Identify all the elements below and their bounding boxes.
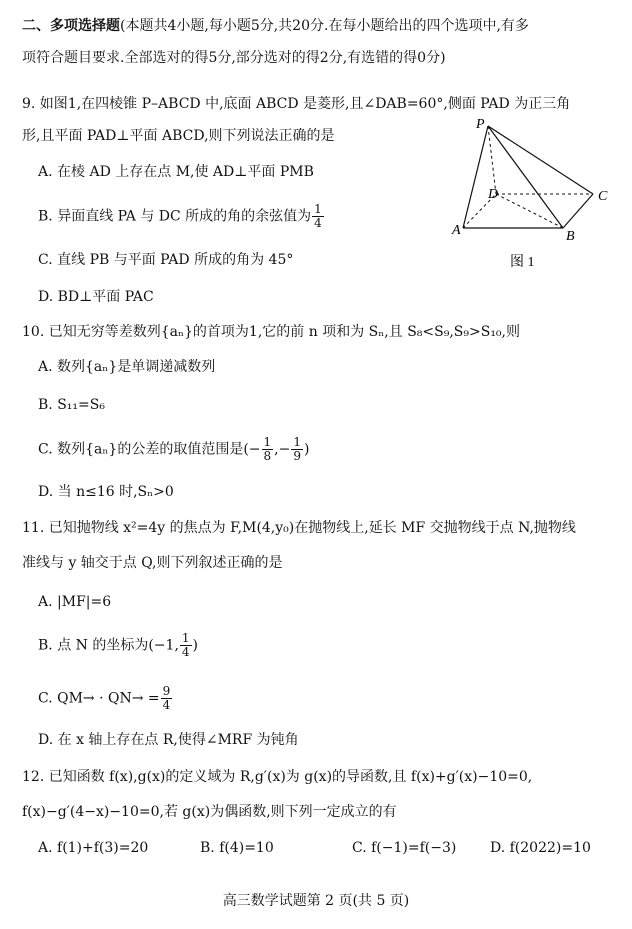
q9-option-a: A. 在棱 AD 上存在点 M,使 AD⊥平面 PMB xyxy=(38,164,314,180)
q11-option-d: D. 在 x 轴上存在点 R,使得∠MRF 为钝角 xyxy=(38,732,299,748)
section-title: 二、多项选择题 xyxy=(22,18,120,34)
q10-option-b: B. S₁₁=S₆ xyxy=(38,397,105,413)
q10-option-c-post: ) xyxy=(304,441,310,458)
q11-option-c-den: 4 xyxy=(162,698,171,712)
label-p: P xyxy=(476,117,485,132)
q10-option-c-frac1-num: 1 xyxy=(263,435,272,449)
page-footer: 高三数学试题第 2 页(共 5 页) xyxy=(222,893,410,909)
q12-option-a: A. f(1)+f(3)=20 xyxy=(38,840,149,856)
q9-stem-2: 形,且平面 PAD⊥平面 ABCD,则下列说法正确的是 xyxy=(22,128,335,144)
q10-option-c-frac2 xyxy=(291,436,303,463)
label-c: C xyxy=(598,189,608,204)
q10-option-c-frac2-num: 1 xyxy=(293,435,301,449)
q9-option-b-fraction xyxy=(312,203,324,230)
q9-option-b-text: B. 异面直线 PA 与 DC 所成的角的余弦值为 xyxy=(38,208,312,225)
q12-option-d: D. f(2022)=10 xyxy=(490,840,591,856)
q11-option-c-num: 9 xyxy=(162,684,171,698)
edge-pc xyxy=(488,126,593,194)
section-header xyxy=(22,16,529,36)
q9-option-b xyxy=(38,203,325,230)
edge-pb xyxy=(488,126,563,228)
section-instructions-2: 项符合题目要求.全部选对的得5分,部分选对的得2分,有选错的得0分) xyxy=(22,50,446,66)
q9-option-c: C. 直线 PB 与平面 PAD 所成的角为 45° xyxy=(38,252,294,268)
figure-caption: 图 1 xyxy=(510,255,535,270)
q12-option-c: C. f(−1)=f(−3) xyxy=(352,840,457,856)
q10-option-c-mid: ,− xyxy=(274,441,291,458)
q10-option-c-frac1-den: 8 xyxy=(263,449,272,463)
q11-option-b-den: 4 xyxy=(181,645,190,659)
edge-pa xyxy=(463,126,488,228)
q10-option-c-frac1 xyxy=(262,436,274,463)
q10-option-c-frac2-den: 9 xyxy=(293,449,301,463)
q10-option-a: A. 数列{aₙ}是单调递减数列 xyxy=(38,359,216,375)
q11-option-b-num: 1 xyxy=(181,631,190,645)
q11-option-b-pre: B. 点 N 的坐标为(−1, xyxy=(38,637,179,654)
q9-option-b-den: 4 xyxy=(314,216,322,230)
q9-stem-1: 9. 如图1,在四棱锥 P–ABCD 中,底面 ABCD 是菱形,且∠DAB=60°,侧面 PAD 为正三角 xyxy=(22,96,571,112)
label-d: D xyxy=(488,187,499,202)
q9-option-d: D. BD⊥平面 PAC xyxy=(38,289,154,305)
edge-db-hidden xyxy=(496,194,563,228)
pyramid-figure xyxy=(448,116,618,276)
q11-option-b-frac xyxy=(180,632,192,659)
q11-option-c-pre: C. QM→ · QN→ = xyxy=(38,690,160,707)
q11-option-c xyxy=(38,685,173,712)
q12-option-b: B. f(4)=10 xyxy=(200,840,274,856)
label-a: A xyxy=(452,223,461,238)
q10-option-d: D. 当 n≤16 时,Sₙ>0 xyxy=(38,484,174,500)
q10-stem: 10. 已知无穷等差数列{aₙ}的首项为1,它的前 n 项和为 Sₙ,且 S₈<S₉,S₉>S₁₀,则 xyxy=(22,324,520,340)
q11-option-b xyxy=(38,632,198,659)
q11-stem-2: 准线与 y 轴交于点 Q,则下列叙述正确的是 xyxy=(22,555,283,571)
label-b: B xyxy=(566,229,575,244)
q9-option-b-num: 1 xyxy=(314,202,322,216)
q11-option-a: A. |MF|=6 xyxy=(38,594,112,610)
section-instructions-1: (本题共4小题,每小题5分,共20分.在每小题给出的四个选项中,有多 xyxy=(120,18,529,34)
q12-stem-1: 12. 已知函数 f(x),g(x)的定义域为 R,g′(x)为 g(x)的导函数,且 f(x)+g′(x)−10=0, xyxy=(22,769,533,785)
q12-stem-2: f(x)−g′(4−x)−10=0,若 g(x)为偶函数,则下列一定成立的有 xyxy=(22,804,397,820)
q10-option-c-pre: C. 数列{aₙ}的公差的取值范围是(− xyxy=(38,441,261,458)
q11-option-c-frac xyxy=(161,685,173,712)
q11-option-b-post: ) xyxy=(192,637,198,654)
q10-option-c xyxy=(38,436,309,463)
edge-bc xyxy=(563,194,593,228)
q11-stem-1: 11. 已知抛物线 x²=4y 的焦点为 F,M(4,y₀)在抛物线上,延长 MF 交抛物线于点 N,抛物线 xyxy=(22,520,576,536)
